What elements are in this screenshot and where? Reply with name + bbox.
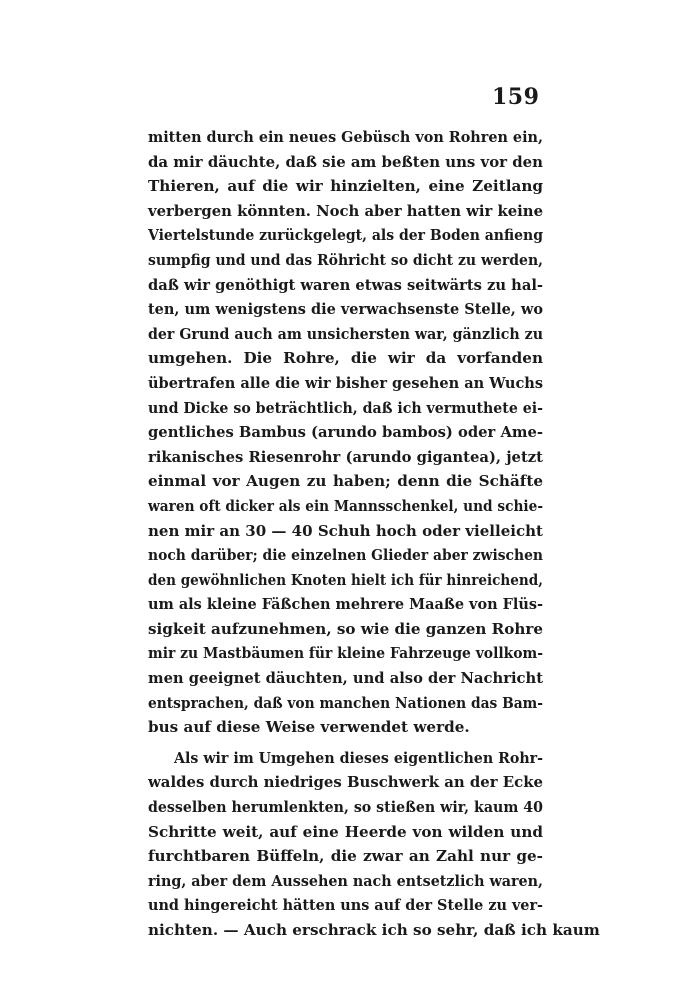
text-line: furchtbaren Büffeln, die zwar an Zahl nur ge-: [148, 847, 543, 866]
text-line: rikanisches Riesenrohr (arundo gigantea), jetzt: [148, 447, 543, 466]
text-line: gentliches Bambus (arundo bambos) oder Ame-: [148, 423, 543, 442]
text-line: ring, aber dem Aussehen nach entsetzlich waren,: [148, 871, 543, 890]
page-number: 159: [492, 84, 540, 110]
text-line: men geeignet däuchten, und also der Nachricht: [148, 669, 543, 688]
text-line: waren oft dicker als ein Mannsschenkel, und schie-: [148, 496, 543, 515]
text-line: einmal vor Augen zu haben; denn die Schäfte: [148, 472, 543, 491]
text-line: entsprachen, daß von manchen Nationen das Bam-: [148, 693, 543, 712]
body-text: [148, 125, 600, 943]
text-line: und Dicke so beträchtlich, daß ich vermuthete ei-: [148, 398, 543, 417]
text-line: Als wir im Umgehen dieses eigentlichen Rohr-: [174, 748, 543, 767]
text-line: übertrafen alle die wir bisher gesehen an Wuchs: [148, 373, 543, 392]
text-line: und hingereicht hätten uns auf der Stelle zu ver-: [148, 896, 543, 915]
text-line: noch darüber; die einzelnen Glieder aber zwischen: [148, 546, 543, 565]
text-line: sigkeit aufzunehmen, so wie die ganzen Rohre: [148, 619, 543, 638]
text-line: da mir däuchte, daß sie am beßten uns vor den: [148, 152, 543, 171]
text-line: sumpfig und und das Röhricht so dicht zu werden,: [148, 250, 543, 269]
text-line: desselben herumlenkten, so stießen wir, kaum 40: [148, 798, 543, 817]
text-line: daß wir genöthigt waren etwas seitwärts zu hal-: [148, 275, 543, 294]
paragraph: [148, 746, 600, 943]
text-line: den gewöhnlichen Knoten hielt ich für hinreichend,: [148, 570, 543, 589]
text-line: mir zu Mastbäumen für kleine Fahrzeuge vollkom-: [148, 644, 543, 663]
text-line: waldes durch niedriges Buschwerk an der Ecke: [148, 773, 543, 792]
paragraph: [148, 125, 543, 740]
text-line: nen mir an 30 — 40 Schuh hoch oder vielleicht: [148, 521, 543, 540]
text-line: Thieren, auf die wir hinzielten, eine Zeitlang: [148, 177, 543, 196]
text-line: Viertelstunde zurückgelegt, als der Boden anfieng: [148, 226, 543, 245]
text-line: umgehen. Die Rohre, die wir da vorfanden: [148, 349, 543, 368]
text-line: ten, um wenigstens die verwachsenste Stelle, wo: [148, 300, 543, 319]
text-line: Schritte weit, auf eine Heerde von wilden und: [148, 822, 543, 841]
text-line: verbergen könnten. Noch aber hatten wir keine: [148, 201, 543, 220]
text-line: um als kleine Fäßchen mehrere Maaße von Flüs-: [148, 595, 543, 614]
text-line: mitten durch ein neues Gebüsch von Rohren ein,: [148, 128, 543, 146]
text-line: bus auf diese Weise verwendet werde.: [148, 718, 470, 737]
text-line: nichten. — Auch erschrack ich so sehr, daß ich kaum: [148, 921, 600, 939]
text-line: der Grund auch am unsichersten war, gänzlich zu: [148, 324, 543, 343]
